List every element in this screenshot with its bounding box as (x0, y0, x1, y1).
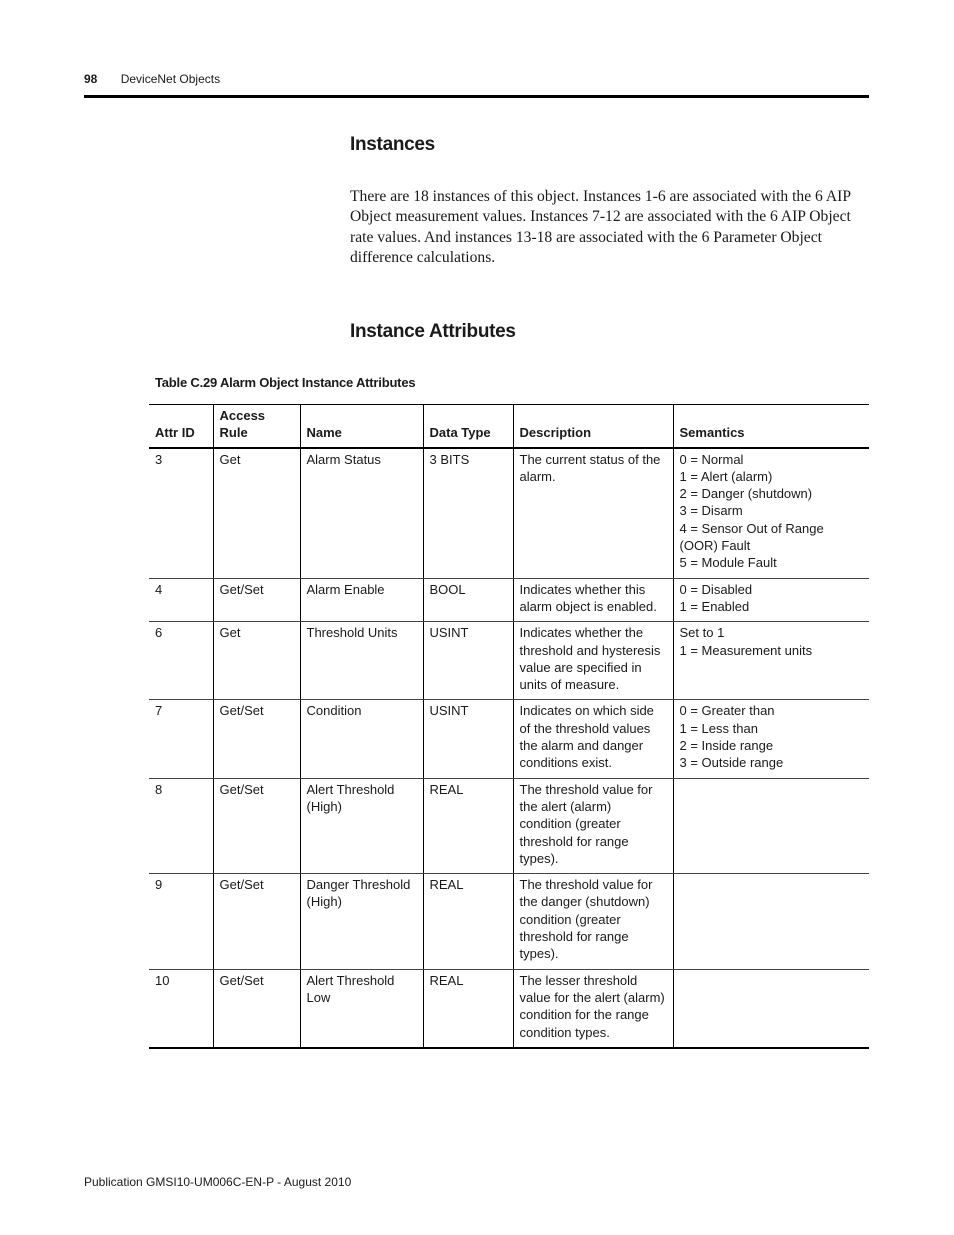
cell-access-rule: Get/Set (213, 700, 300, 778)
cell-description: Indicates on which side of the threshold values the alarm and danger conditions exist. (513, 700, 673, 778)
semantics-line: 0 = Normal (679, 451, 744, 467)
cell-semantics (673, 778, 869, 873)
cell-attr-id: 7 (149, 700, 213, 778)
cell-semantics (673, 700, 869, 778)
alarm-attributes-table (149, 404, 869, 1049)
section-title: DeviceNet Objects (120, 72, 221, 86)
page-number: 98 (84, 72, 98, 86)
col-header-attr-id: Attr ID (149, 405, 213, 448)
table-row (149, 622, 869, 700)
col-header-semantics: Semantics (673, 405, 869, 448)
semantics-line: 0 = Disabled (679, 581, 753, 597)
instances-heading: Instances (350, 134, 435, 155)
cell-name: Condition (300, 700, 423, 778)
table-row (149, 778, 869, 873)
cell-description: The threshold value for the danger (shutdown) condition (greater threshold for range types). (513, 874, 673, 969)
table-body (149, 448, 869, 1048)
cell-attr-id: 8 (149, 778, 213, 873)
table-row (149, 578, 869, 622)
cell-data-type: REAL (423, 778, 513, 873)
footer-publication: Publication GMSI10-UM006C-EN-P - August 2010 (84, 1175, 352, 1189)
cell-name: Alarm Status (300, 448, 423, 579)
cell-data-type: BOOL (423, 578, 513, 622)
cell-name: Threshold Units (300, 622, 423, 700)
cell-access-rule: Get/Set (213, 969, 300, 1048)
cell-description: The current status of the alarm. (513, 448, 673, 579)
cell-data-type: USINT (423, 700, 513, 778)
cell-access-rule: Get/Set (213, 874, 300, 969)
cell-description: Indicates whether the threshold and hysteresis value are specified in units of measure. (513, 622, 673, 700)
cell-attr-id: 9 (149, 874, 213, 969)
instance-attributes-heading: Instance Attributes (350, 321, 516, 342)
semantics-line: 2 = Danger (shutdown) (679, 486, 813, 502)
col-header-data-type: Data Type (423, 405, 513, 448)
running-header (84, 72, 220, 86)
table-row (149, 448, 869, 579)
cell-data-type: USINT (423, 622, 513, 700)
semantics-line: 2 = Inside range (679, 738, 774, 754)
cell-data-type: 3 BITS (423, 448, 513, 579)
semantics-line: 0 = Greater than (679, 703, 775, 719)
cell-semantics (673, 969, 869, 1048)
table-header-row (149, 405, 869, 448)
table-caption: Table C.29 Alarm Object Instance Attributes (155, 375, 416, 390)
cell-name: Danger Threshold (High) (300, 874, 423, 969)
cell-access-rule: Get/Set (213, 578, 300, 622)
cell-attr-id: 10 (149, 969, 213, 1048)
semantics-line: 5 = Module Fault (679, 555, 777, 571)
cell-access-rule: Get (213, 622, 300, 700)
col-header-description: Description (513, 405, 673, 448)
cell-semantics (673, 622, 869, 700)
cell-semantics (673, 578, 869, 622)
table-row (149, 969, 869, 1048)
cell-attr-id: 6 (149, 622, 213, 700)
col-header-access-rule: Access Rule (213, 405, 300, 448)
cell-description: The lesser threshold value for the alert (alarm) condition for the range condition types. (513, 969, 673, 1048)
semantics-line: Set to 1 (679, 625, 725, 641)
cell-semantics (673, 448, 869, 579)
cell-description: Indicates whether this alarm object is enabled. (513, 578, 673, 622)
col-header-name: Name (300, 405, 423, 448)
cell-attr-id: 3 (149, 448, 213, 579)
semantics-line: 1 = Alert (alarm) (679, 468, 773, 484)
header-rule (84, 95, 869, 98)
cell-data-type: REAL (423, 969, 513, 1048)
semantics-line: 4 = Sensor Out of Range (OOR) Fault (679, 520, 824, 554)
semantics-line: 3 = Disarm (679, 503, 743, 519)
cell-name: Alert Threshold (High) (300, 778, 423, 873)
cell-name: Alarm Enable (300, 578, 423, 622)
cell-data-type: REAL (423, 874, 513, 969)
cell-semantics (673, 874, 869, 969)
cell-access-rule: Get (213, 448, 300, 579)
cell-access-rule: Get/Set (213, 778, 300, 873)
table-row (149, 700, 869, 778)
cell-description: The threshold value for the alert (alarm) condition (greater threshold for range types). (513, 778, 673, 873)
cell-name: Alert Threshold Low (300, 969, 423, 1048)
semantics-line: 3 = Outside range (679, 755, 784, 771)
cell-attr-id: 4 (149, 578, 213, 622)
semantics-line: 1 = Measurement units (679, 642, 813, 658)
semantics-line: 1 = Less than (679, 720, 758, 736)
instances-paragraph: There are 18 instances of this object. Instances 1-6 are associated with the 6 AIP Object measurement values. Instances 7-12 are associated with the 6 AIP Object rate values. And instances 13-18 are associated with the 6 Parameter Object difference calculations. (350, 188, 851, 266)
table-row (149, 874, 869, 969)
semantics-line: 1 = Enabled (679, 598, 750, 614)
